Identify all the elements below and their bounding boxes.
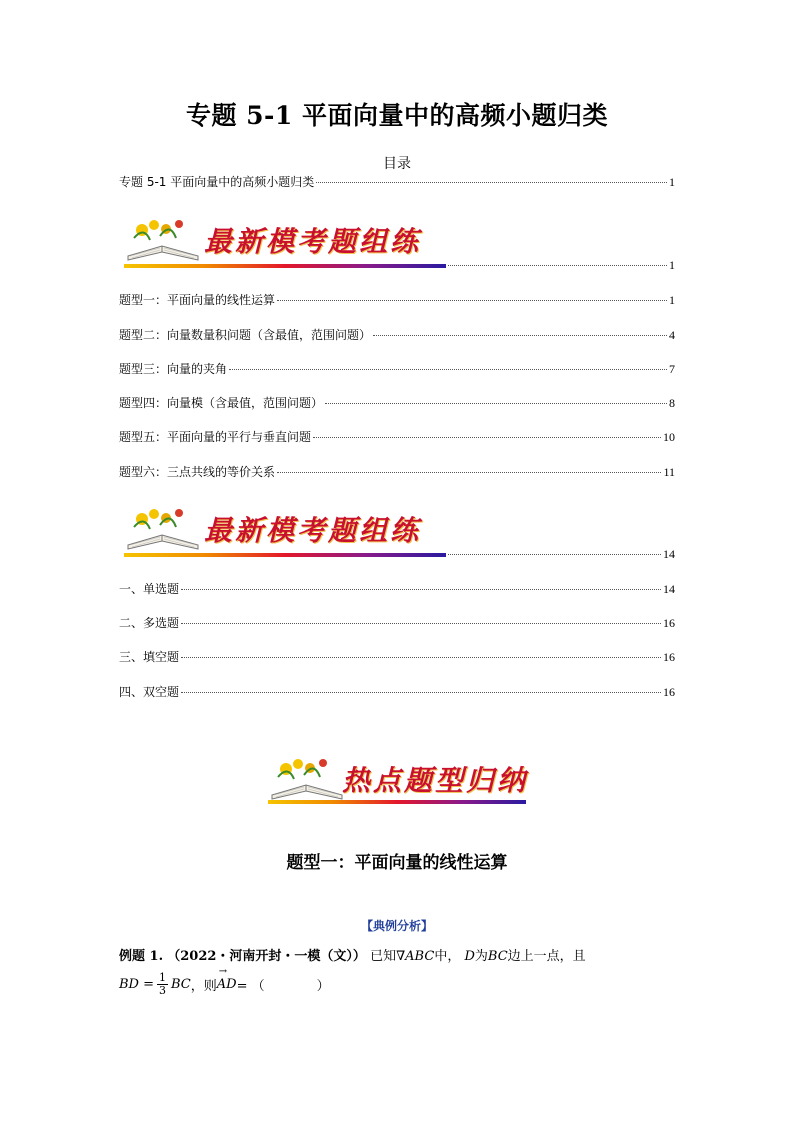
math-vector-ad: → AD (217, 977, 237, 992)
toc-leader-dots (181, 692, 661, 693)
example-analysis-tag: 【典例分析】 (360, 919, 433, 933)
toc-entry-page: 8 (669, 396, 675, 410)
toc-entry-label: 三、填空题 (119, 650, 180, 664)
answer-blank: = （ ） (236, 979, 330, 994)
example-text: 边上一点，且 (507, 949, 586, 964)
toc-entry[interactable] (119, 291, 675, 307)
toc-entry-label: 一、单选题 (119, 582, 180, 596)
toc-leader-dots (448, 265, 667, 266)
toc-entry-label: 二、多选题 (119, 616, 180, 630)
banner-text: 热点题型归纳 (342, 764, 529, 797)
page-title: 专题 5-1 平面向量中的高频小题归类 (185, 101, 609, 130)
math-triangle: ∇ABC (396, 949, 435, 964)
toc-entry[interactable] (119, 580, 675, 596)
toc-leader-dots (181, 623, 661, 624)
toc-entry-label: 题型六：三点共线的等价关系 (119, 465, 276, 479)
toc-entry-page: 16 (663, 616, 675, 630)
toc-entry-label: 题型三：向量的夹角 (119, 362, 228, 376)
section-title: 题型一：平面向量的线性运算 (286, 853, 508, 873)
banner-hot-topics (268, 755, 529, 805)
toc-entry[interactable] (119, 394, 675, 410)
banner-text: 最新模考题组练 (204, 225, 422, 258)
toc-entry[interactable] (119, 614, 675, 630)
toc-entry-page: 1 (669, 175, 675, 189)
fraction-numerator: 1 (159, 971, 167, 984)
toc-entry-page: 16 (663, 650, 675, 664)
toc-entry-page: 1 (669, 258, 675, 272)
toc-entry[interactable] (119, 428, 675, 444)
toc-heading: 目录 (383, 156, 411, 172)
toc-leader-dots (229, 369, 667, 370)
banner-gradient-bar (124, 264, 446, 268)
open-book-flowers-icon (268, 755, 346, 803)
toc-entry[interactable] (119, 173, 675, 189)
math-bc: BC (171, 977, 191, 992)
fraction-denominator: 3 (159, 984, 167, 997)
toc-entry-page: 14 (663, 582, 675, 596)
example-1-text (119, 945, 586, 964)
example-text: ，则 (190, 979, 217, 994)
math-segment-bc: BC (487, 949, 508, 964)
toc-leader-dots (181, 589, 661, 590)
toc-entry-page: 4 (669, 328, 675, 342)
toc-entry-label: 题型一：平面向量的线性运算 (119, 293, 276, 307)
math-fraction (157, 972, 168, 997)
example-text: 已知 (370, 949, 397, 964)
example-source: （2022・河南开封・一模（文）） (167, 949, 366, 964)
toc-entry-page: 11 (663, 465, 675, 479)
toc-entry[interactable] (119, 326, 675, 342)
open-book-flowers-icon (124, 216, 202, 264)
toc-entry-page: 7 (669, 362, 675, 376)
toc-entry-page: 16 (663, 685, 675, 699)
toc-entry[interactable] (119, 648, 675, 664)
banner-latest-exams-1 (124, 216, 446, 266)
example-1-equation (119, 972, 330, 997)
banner-gradient-bar (268, 800, 526, 804)
example-label: 例题 1. (119, 949, 164, 964)
toc-leader-dots (277, 472, 661, 473)
example-text: 为 (474, 949, 488, 964)
toc-leader-dots (373, 335, 667, 336)
toc-entry-page: 14 (663, 547, 675, 561)
math-point-d: D (464, 949, 475, 964)
toc-entry-label: 题型五：平面向量的平行与垂直问题 (119, 430, 312, 444)
toc-leader-dots (181, 657, 661, 658)
toc-entry-label: 四、双空题 (119, 685, 180, 699)
math-bd-lhs: BD = (119, 977, 155, 992)
toc-entry-label: 题型四：向量模（含最值，范围问题） (119, 396, 324, 410)
toc-entry[interactable] (119, 463, 675, 479)
toc-entry-label: 题型二：向量数量积问题（含最值，范围问题） (119, 328, 372, 342)
banner-text: 最新模考题组练 (204, 514, 422, 547)
toc-entry[interactable] (119, 360, 675, 376)
toc-entry[interactable] (446, 547, 675, 563)
toc-entry[interactable] (446, 258, 675, 274)
toc-leader-dots (325, 403, 667, 404)
banner-latest-exams-2 (124, 505, 446, 555)
toc-entry-page: 1 (669, 293, 675, 307)
toc-entry[interactable] (119, 683, 675, 699)
toc-entry-label: 专题 5-1 平面向量中的高频小题归类 (119, 175, 315, 189)
open-book-flowers-icon (124, 505, 202, 553)
toc-leader-dots (448, 554, 661, 555)
example-text: 中， (434, 949, 461, 964)
banner-gradient-bar (124, 553, 446, 557)
toc-leader-dots (313, 437, 661, 438)
toc-entry-page: 10 (663, 430, 675, 444)
toc-leader-dots (316, 182, 667, 183)
toc-leader-dots (277, 300, 667, 301)
